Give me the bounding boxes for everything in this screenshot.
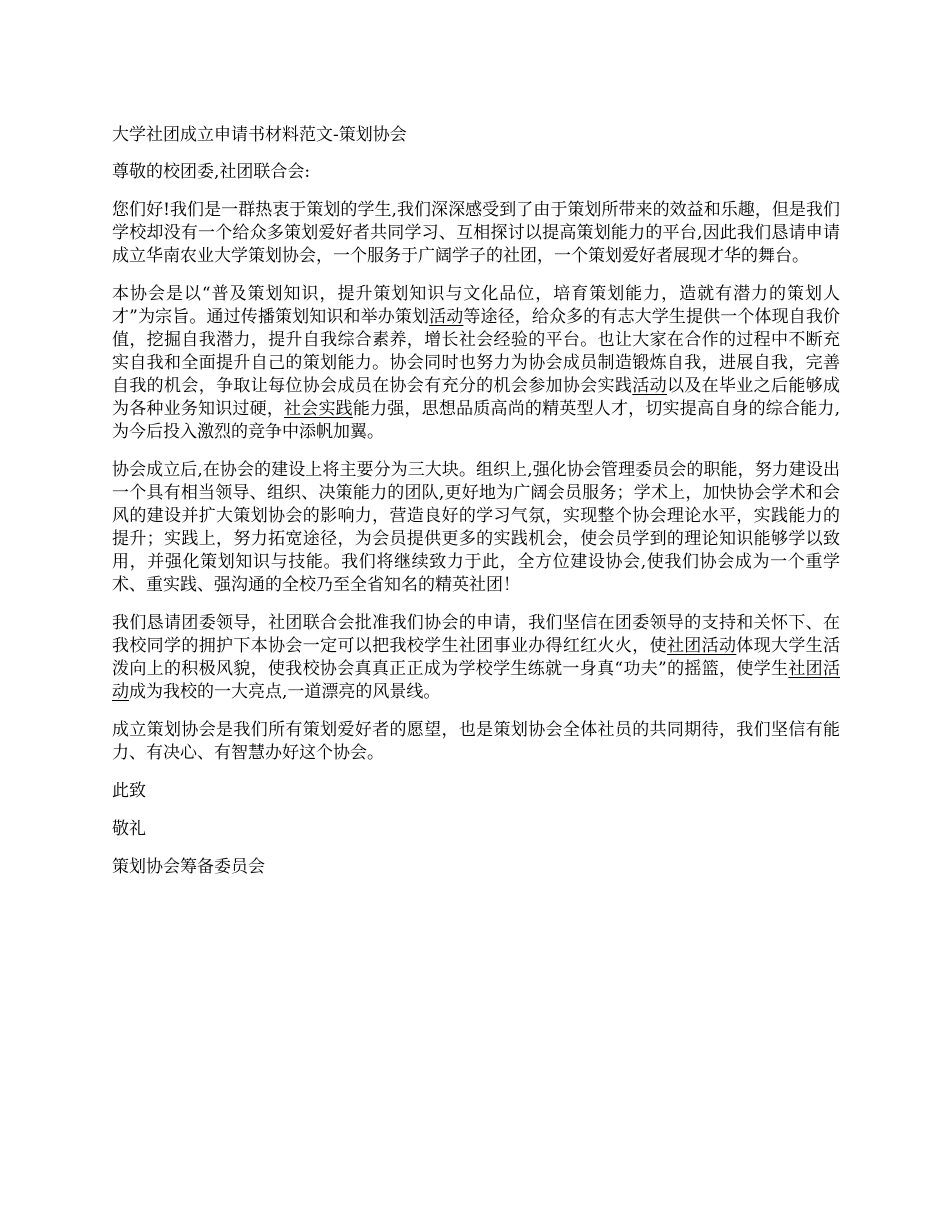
text-segment: 我们恳请团委领导，社团联合会批准我们协会的申请，我们坚信在团委领导的支持和关怀下、在我校同学的拥护下本协会一定可以把我校学生社团事业办得红红火火，使: [112, 613, 840, 656]
link-club-activity[interactable]: 社团活动: [112, 659, 840, 702]
signature: 策划协会筹备委员会: [112, 857, 265, 877]
paragraph-conclusion: 成立策划协会是我们所有策划爱好者的愿望，也是策划协会全体社员的共同期待，我们坚信有能力、有决心、有智慧办好这个协会。: [112, 720, 840, 763]
paragraph-intro: 您们好!我们是一群热衷于策划的学生,我们深深感受到了由于策划所带来的效益和乐趣，但是我们学校却没有一个给众多策划爱好者共同学习、互相探讨以提高策划能力的平台,因此我们恳请申请成立华南农业大学策划协会，一个服务于广阔学子的社团，一个策划爱好者展现才华的舞台。: [112, 200, 840, 266]
text-segment: 等途径，给众多的有志大学生提供一个体现自我价值，挖掘自我潜力，提升自我综合素养，增长社会经验的平台。也让大家在合作的过程中不断充实自我和全面提升自己的策划能力。协会同时也努力为协会成员制造锻炼自我，进展自我，完善自我的机会，争取让每位协会成员在协会有充分的机会参加协会实践: [112, 307, 841, 396]
closing-line-1: 此致: [112, 781, 146, 801]
text-segment: 本协会是以“普及策划知识，提升策划知识与文化品位，培育策划能力，造就有潜力的策划人才”为宗旨。通过传播策划知识和举办策划: [112, 284, 840, 327]
link-activity[interactable]: 活动: [632, 376, 667, 396]
document-title: 大学社团成立申请书材料范文-策划协会: [112, 125, 407, 145]
text-segment: 以及在毕业之后能够成为各种业务知识过硬，: [112, 376, 841, 419]
closing-line-2: 敬礼: [112, 819, 146, 839]
paragraph-request: [112, 612, 840, 704]
salutation: 尊敬的校团委,社团联合会:: [112, 162, 311, 182]
text-segment: 能力强，思想品质高尚的精英型人才，切实提高自身的综合能力,为今后投入激烈的竞争中添帆加翼。: [112, 399, 841, 442]
text-segment: 体现大学生活泼向上的积极风貌，使我校协会真真正正成为学校学生练就一身真“功夫”的摇篮，使学生: [112, 636, 841, 679]
link-social-practice[interactable]: 社会实践: [284, 399, 353, 419]
link-activity[interactable]: 活动: [429, 307, 464, 327]
paragraph-purpose: [112, 283, 840, 444]
text-segment: 成为我校的一大亮点,一道漂亮的风景线。: [129, 682, 441, 702]
link-club-activity[interactable]: 社团活动: [666, 636, 737, 656]
paragraph-plan: 协会成立后,在协会的建设上将主要分为三大块。组织上,强化协会管理委员会的职能，努力建设出一个具有相当领导、组织、决策能力的团队,更好地为广阔会员服务；学术上，加快协会学术和会风的建设并扩大策划协会的影响力，营造良好的学习气氛，实现整个协会理论水平，实践能力的提升；实践上，努力拓宽途径，为会员提供更多的实践机会，使会员学到的理论知识能够学以致用，并强化策划知识与技能。我们将继续致力于此，全方位建设协会,使我们协会成为一个重学术、重实践、强沟通的全校乃至全省知名的精英社团！: [112, 460, 840, 595]
document-body: [112, 124, 840, 894]
